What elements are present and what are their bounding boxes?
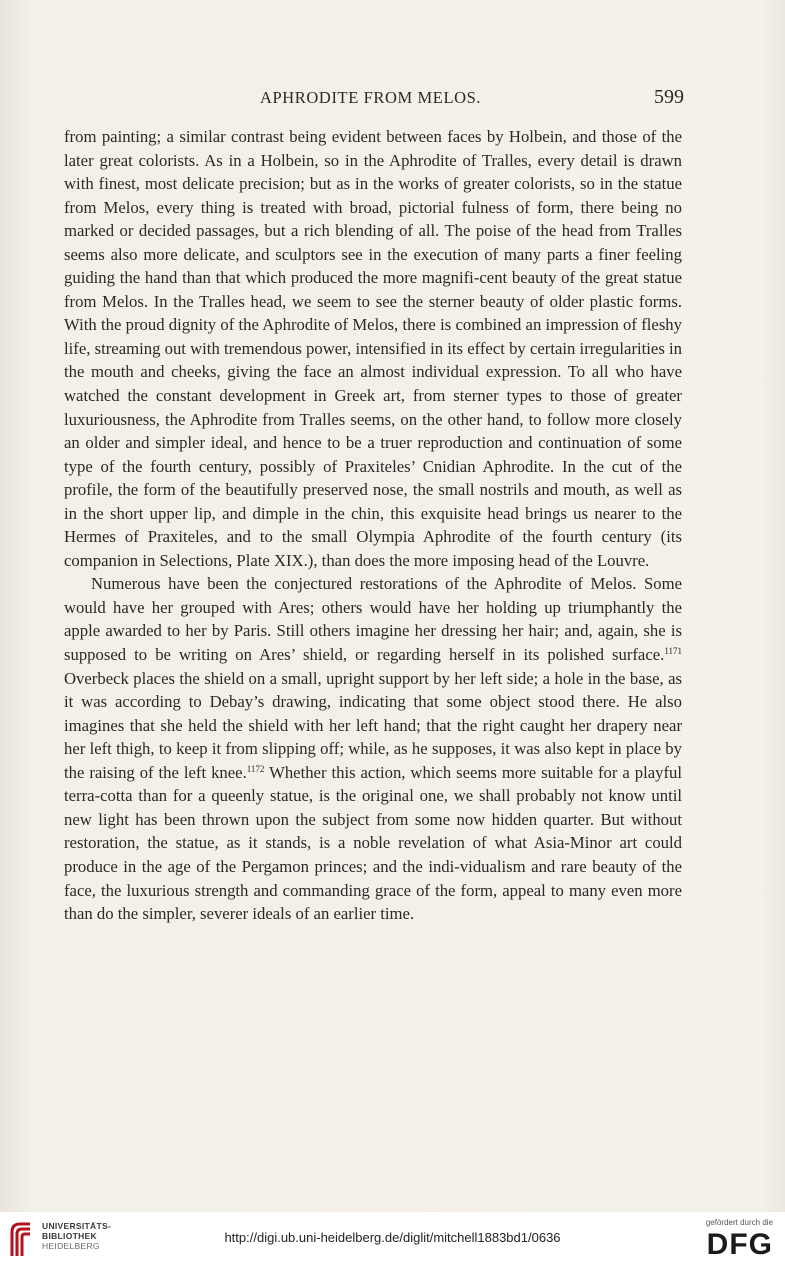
paragraph-2-part-3: Whether this action, which seems more suitable for a playful terra-cotta than for a queenly statue, is the original one, we shall probably not know until new light has been thrown upon the subject from some now hidden quarter. But without restoration, the statue, as it stands, is a noble revelation of what Asia-Minor art could produce in the age of the Pergamon princes; and the indi-vidualism and rare beauty of the face, the luxurious strength and commanding grace of the form, appeal to many even more than do the simpler, severer ideals of an earlier time. [64, 762, 682, 924]
digitization-footer [0, 1212, 785, 1266]
paragraph-2 [64, 572, 682, 925]
dfg-logo: DFG [706, 1228, 773, 1261]
footnote-ref-1172: 1172 [246, 763, 265, 774]
page-number: 599 [654, 86, 684, 108]
library-name-line-1: UNIVERSITÄTS- [42, 1221, 112, 1231]
funder-note: gefördert durch die [705, 1218, 773, 1227]
source-url-link[interactable]: http://digi.ub.uni-heidelberg.de/diglit/mitchell1883bd1/0636 [224, 1230, 561, 1245]
paragraph-1: from painting; a similar contrast being evident between faces by Holbein, and those of the later great colorists. As in a Holbein, so in the Aphrodite of Tralles, every detail is drawn with finest, most delicate precision; but as in the works of greater colorists, so in the statue from Melos, every thing is treated with broad, pictorial fulness of form, there being no marked or decided passages, but a rich blending of all. The poise of the head from Tralles seems also more delicate, and sculptors see in the execution of many parts a finer feeling guiding the hand than that which produced the more magnifi-cent beauty of the great statue from Melos. In the Tralles head, we seem to see the sterner beauty of older plastic forms. With the proud dignity of the Aphrodite of Melos, there is combined an impression of fleshy life, streaming out with tremendous power, intensified in its effect by certain irregularities in the mouth and cheeks, giving the face an almost individual expression. To all who have watched the constant development in Greek art, from sterner types to those of greater luxuriousness, the Aphrodite from Tralles seems, on the other hand, to follow more closely an older and simpler ideal, and hence to be a truer reproduction and continuation of some type of the fourth century, possibly of Praxiteles’ Cnidian Aphrodite. In the cut of the profile, the form of the beautifully preserved nose, the small nostrils and mouth, as well as in the short upper lip, and dimple in the chin, this exquisite head brings us nearer to the Hermes of Praxiteles, and to the small Olympia Aphrodite of the fourth century (its companion in Selections, Plate XIX.), than does the more imposing head of the Louvre. [64, 127, 682, 570]
paragraph-2-part-1: Numerous have been the conjectured restorations of the Aphrodite of Melos. Some would have her grouped with Ares; others would have her holding up triumphantly the apple awarded to her by Paris. Still others imagine her dressing her hair; and, again, she is supposed to be writing on Ares’ shield, or regarding herself in its polished surface. [64, 574, 682, 665]
page-header [64, 88, 684, 110]
library-name-line-3: HEIDELBERG [42, 1241, 100, 1251]
running-title: APHRODITE FROM MELOS. [260, 88, 482, 107]
paragraph-2-part-2: Overbeck places the shield on a small, upright support by her left side; a hole in the base, as it was according to Debay’s drawing, indicating that some object stood there. He also imagines that she held the shield with her left hand; that the right caught her drapery near her left thigh, to keep it from slipping off; while, as he supposes, it was also kept in place by the raising of the left knee. [64, 668, 682, 782]
body-text [64, 125, 682, 926]
footnote-ref-1171: 1171 [664, 646, 682, 657]
library-name-line-2: BIBLIOTHEK [42, 1231, 97, 1241]
